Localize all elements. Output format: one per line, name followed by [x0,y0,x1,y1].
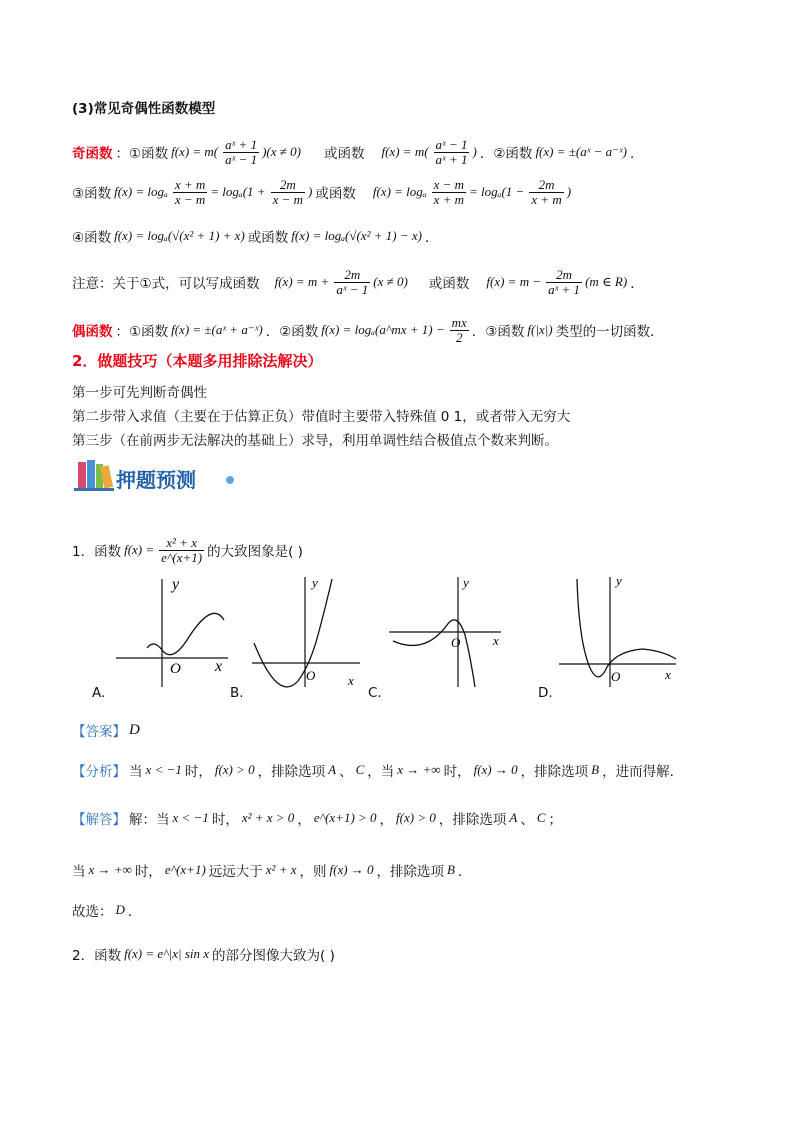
curve [577,579,676,677]
choose-text: 故选： [72,904,113,920]
formula: f(x) = e^|x| sin x [124,946,210,961]
note-line [72,262,647,302]
formula: f(x) = logₐ(a^mx + 1) − [321,322,445,337]
end-text: ． [630,146,644,162]
note-prefix: 注意：关于①式，可以写成函数 [72,276,260,292]
text: ，排除选项 [520,764,589,780]
formula: = logₐ(1 − [469,184,525,199]
q2-line [72,944,338,964]
text: 、 [339,764,353,780]
fraction: $\frac{\text{aˣ − 1}}{\text{aˣ + 1}}$ [435,136,468,167]
option-d[interactable]: D. [538,685,553,701]
fraction: $\frac{\text{x² + x}}{e\^{}(x+1)}$ [161,534,203,565]
axis-label-x: x [215,658,223,675]
graph-c [385,575,505,695]
odd-label: 奇函数 [72,146,113,162]
fraction: $\frac{x + m}{x - m}$ [174,176,206,207]
q1-num: 1．函数 [72,544,122,560]
end-text: ． [630,276,644,292]
text: ，排除选项 [257,764,326,780]
text: 时， [211,812,239,828]
math: x² + x > 0 [241,810,295,825]
option-a[interactable]: A. [92,685,106,701]
text: ，排除选项 [376,864,445,880]
or-text: 或函数 [247,230,289,246]
math: C [355,762,365,777]
end-text: ． [424,230,439,246]
graph-d [555,575,680,695]
even-tail: 类型的一切函数． [555,324,664,340]
axis-label-y: y [172,576,180,593]
analysis-line [72,760,677,780]
sep-text: ．②函数 [479,146,533,162]
text: 解：当 [129,812,170,828]
math: f(x) → 0 [329,862,374,877]
formula: f(x) = logₐ(√(x² + 1) + x) [114,228,245,243]
tips-step3: 第三步（在前两步无法解决的基础上）求导，利用单调性结合极值点个数来判断。 [72,433,558,449]
choose-line [72,900,144,920]
text: 时， [443,764,471,780]
origin-label: O [306,668,316,683]
formula: f(x) = ±(aˣ + a⁻ˣ) [171,322,263,337]
math: B [591,762,600,777]
axis-label-y: y [616,575,622,588]
curve [393,620,475,687]
end-text: ． [127,904,142,920]
even-line [72,310,667,350]
text: ． [458,864,472,880]
math: x → +∞ [397,762,441,777]
math: f(x) > 0 [214,762,255,777]
math: C [536,810,546,825]
formula: f(x) = logₐ [372,184,427,199]
math: f(x) > 0 [396,810,436,825]
even-label: 偶函数 [72,324,113,340]
solution-line-1 [72,808,565,828]
odd-line-3 [72,172,574,212]
fraction: $\frac{2m}{x + m}$ [531,176,562,207]
formula: ) [566,184,572,199]
fraction: $\frac{2m}{\text{aˣ − 1}}$ [336,266,369,297]
answer-value: D [129,721,140,738]
text: ，当 [367,764,395,780]
formula: f(x) = logₐ [114,184,168,199]
sep-text: ．②函数 [265,324,319,340]
formula: (x ≠ 0) [373,274,408,289]
formula: f(|x|) [527,322,553,337]
text: 、 [520,812,534,828]
math: x² + x [265,862,297,877]
math: e^(x+1) > 0 [313,810,377,825]
formula: (m ∈ R) [585,274,628,289]
odd-line-1 [72,132,647,172]
curve [254,579,332,687]
choose-value: D [115,902,125,917]
formula: f(x) = m( [171,144,219,159]
text: 时， [184,764,212,780]
math: f(x) → 0 [473,762,518,777]
fraction: $\frac{2m}{\text{aˣ + 1}}$ [548,266,581,297]
or-text: 或函数 [315,186,356,202]
answer-tag: 【答案】 [72,724,126,740]
sep-text: ．③函数 [471,324,525,340]
text: ，进而得解. [602,764,674,780]
or-text: 或函数 [428,276,470,292]
curve [147,613,224,654]
math: A [509,810,518,825]
or-text: 或函数 [324,146,365,162]
origin-label: O [170,661,181,677]
text: ， [297,812,311,828]
fraction: $\frac{2m}{x - m}$ [272,176,304,207]
formula: f(x) = m − [486,274,542,289]
text: 远远大于 [208,864,263,880]
q2-tail: 的部分图像大致为( ) [212,948,335,964]
text: ， [379,812,394,828]
text: 时， [134,864,162,880]
math: A [328,762,337,777]
solution-tag: 【解答】 [72,812,126,828]
math: x < −1 [172,810,209,825]
formula: f(x) = ±(aˣ − a⁻ˣ) [535,144,628,159]
formula: ) [472,144,477,159]
section-title: (3)常见奇偶性函数模型 [72,101,216,117]
text: 当 [129,764,143,780]
axis-label-x: x [493,633,499,648]
formula: ) [308,184,313,199]
text: ，则 [299,864,327,880]
graph-b [248,575,368,695]
math: x → +∞ [88,862,132,877]
formula: f(x) = [124,542,155,557]
odd-line-4 [72,222,441,250]
tips-step1: 第一步可先判断奇偶性 [72,385,207,401]
axis-label-y: y [312,575,318,590]
formula: )(x ≠ 0) [262,144,301,159]
prefix-text: ③函数 [72,186,112,202]
axis-label-x: x [348,673,354,688]
math: x < −1 [145,762,182,777]
text: ，排除选项 [438,812,507,828]
formula: f(x) = logₐ(√(x² + 1) − x) [291,228,422,243]
axis-label-y: y [463,575,469,590]
q2-num: 2．函数 [72,948,122,964]
math: B [447,862,455,877]
q1-line [72,530,306,570]
q1-tail: 的大致图象是( ) [207,544,303,560]
origin-label: O [451,635,461,650]
even-colon: ：①函数 [115,324,169,340]
tips-title: 2．做题技巧（本题多用排除法解决） [72,352,323,370]
formula: = logₐ(1 + [210,184,266,199]
axis-label-x: x [665,667,671,682]
graph-a [112,575,232,695]
analysis-tag: 【分析】 [72,764,126,780]
text: 当 [72,864,86,880]
formula: f(x) = m + [274,274,330,289]
prefix-text: ④函数 [72,230,112,246]
odd-colon: ：①函数 [115,146,169,162]
text: ； [548,812,562,828]
banner [72,456,242,496]
tips-step2: 第二步带入求值（主要在于估算正负）带值时主要带入特殊值 0 1，或者带入无穷大 [72,409,571,425]
formula: f(x) = m( [381,144,429,159]
fraction: $\frac{mx}{2}$ [451,314,467,345]
origin-label: O [611,669,621,684]
fraction: $\frac{\text{aˣ + 1}}{\text{aˣ − 1}}$ [225,136,258,167]
option-c[interactable]: C. [368,685,382,701]
math: e^(x+1) [164,862,206,877]
fraction: $\frac{x - m}{x + m}$ [433,176,465,207]
banner-text: 押题预测 [116,468,196,492]
option-b[interactable]: B. [230,685,244,701]
solution-line-2 [72,860,475,880]
answer-line [72,720,143,740]
